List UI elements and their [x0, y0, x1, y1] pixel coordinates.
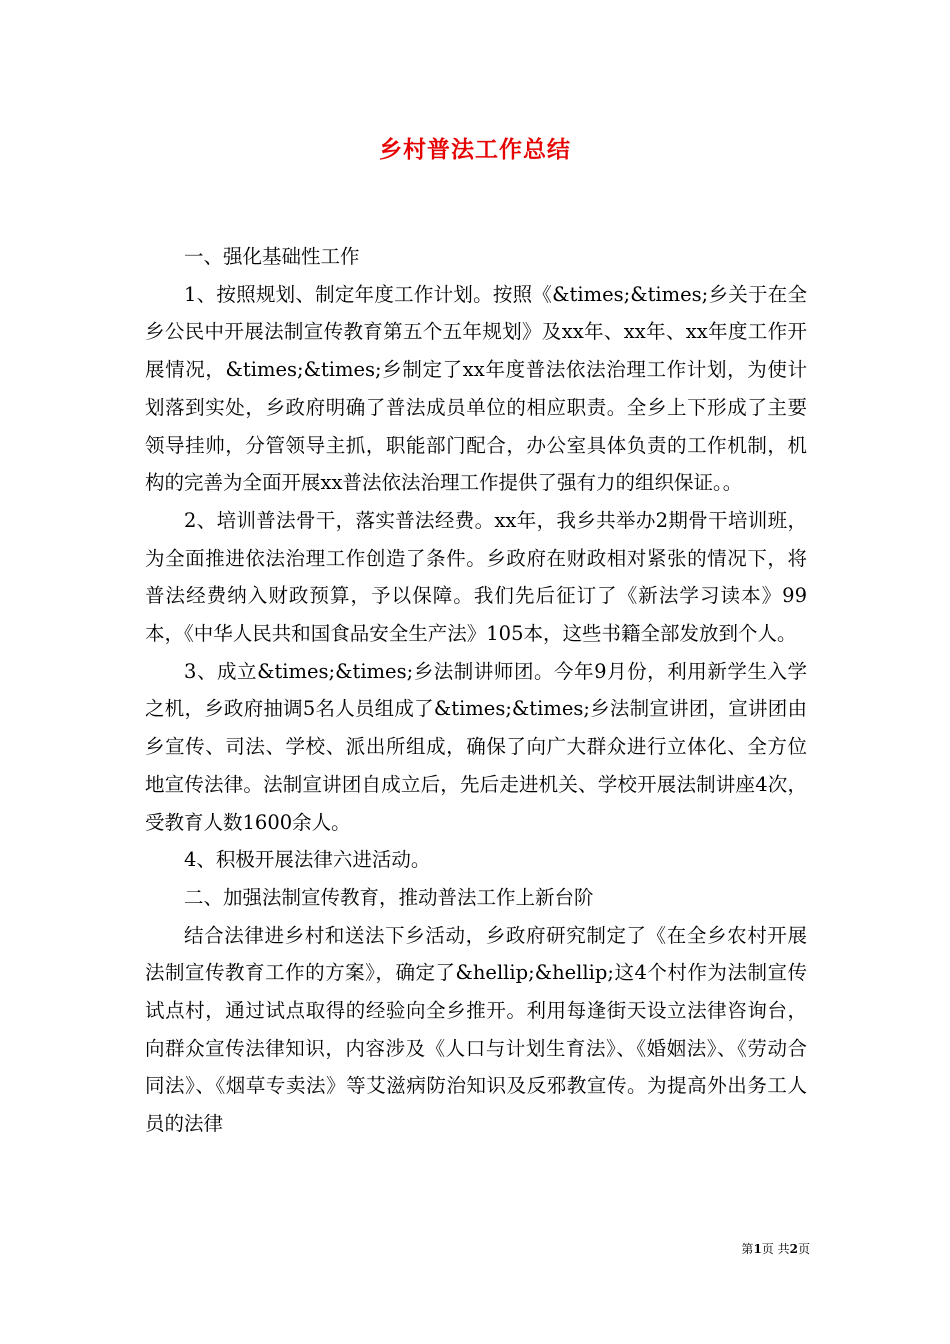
footer-middle: 页 共: [761, 1242, 790, 1256]
page-footer: [700, 1240, 810, 1258]
footer-suffix: 页: [797, 1242, 810, 1256]
paragraph-1: 1、按照规划、制定年度工作计划。按照《&times;&times;乡关于在全乡公民中开展法制宣传教育第五个五年规划》及xx年、xx年、xx年度工作开展情况，&times;&times;乡制定了xx年度普法依法治理工作计划，为使计划落到实处，乡政府明确了普法成员单位的相应职责。全乡上下形成了主要领导挂帅，分管领导主抓，职能部门配合，办公室具体负责的工作机制，机构的完善为全面开展xx普法依法治理工作提供了强有力的组织保证。。: [145, 282, 807, 495]
section-heading-2: 二、加强法制宣传教育，推动普法工作上新台阶: [184, 885, 594, 909]
paragraph-5: 结合法律进乡村和送法下乡活动，乡政府研究制定了《在全乡农村开展法制宣传教育工作的方案》，确定了&hellip;&hellip;这4个村作为法制宣传试点村，通过试点取得的经验向全乡推开。利用每逢街天设立法律咨询台，向群众宣传法律知识，内容涉及《人口与计划生育法》、《婚姻法》、《劳动合同法》、《烟草专卖法》等艾滋病防治知识及反邪教宣传。为提高外出务工人员的法律: [145, 923, 807, 1136]
paragraph-2: 2、培训普法骨干，落实普法经费。xx年，我乡共举办2期骨干培训班，为全面推进依法治理工作创造了条件。乡政府在财政相对紧张的情况下，将普法经费纳入财政预算，予以保障。我们先后征订了《新法学习读本》99本，《中华人民共和国食品安全生产法》105本，这些书籍全部发放到个人。: [145, 508, 807, 646]
paragraph-4: 4、积极开展法律六进活动。: [184, 848, 431, 872]
page-title: 乡村普法工作总结: [379, 136, 571, 163]
footer-total-pages: 2: [789, 1242, 798, 1256]
section-heading-1: 一、强化基础性工作: [184, 245, 360, 268]
footer-current-page: 1: [753, 1242, 762, 1256]
paragraph-3: 3、成立&times;&times;乡法制讲师团。今年9月份，利用新学生入学之机，乡政府抽调5名人员组成了&times;&times;乡法制宣讲团，宣讲团由乡宣传、司法、学校、派出所组成，确保了向广大群众进行立体化、全方位地宣传法律。法制宣讲团自成立后，先后走进机关、学校开展法制讲座4次，受教育人数1600余人。: [145, 659, 807, 834]
footer-prefix: 第: [741, 1242, 754, 1256]
document-body: [145, 238, 807, 1143]
